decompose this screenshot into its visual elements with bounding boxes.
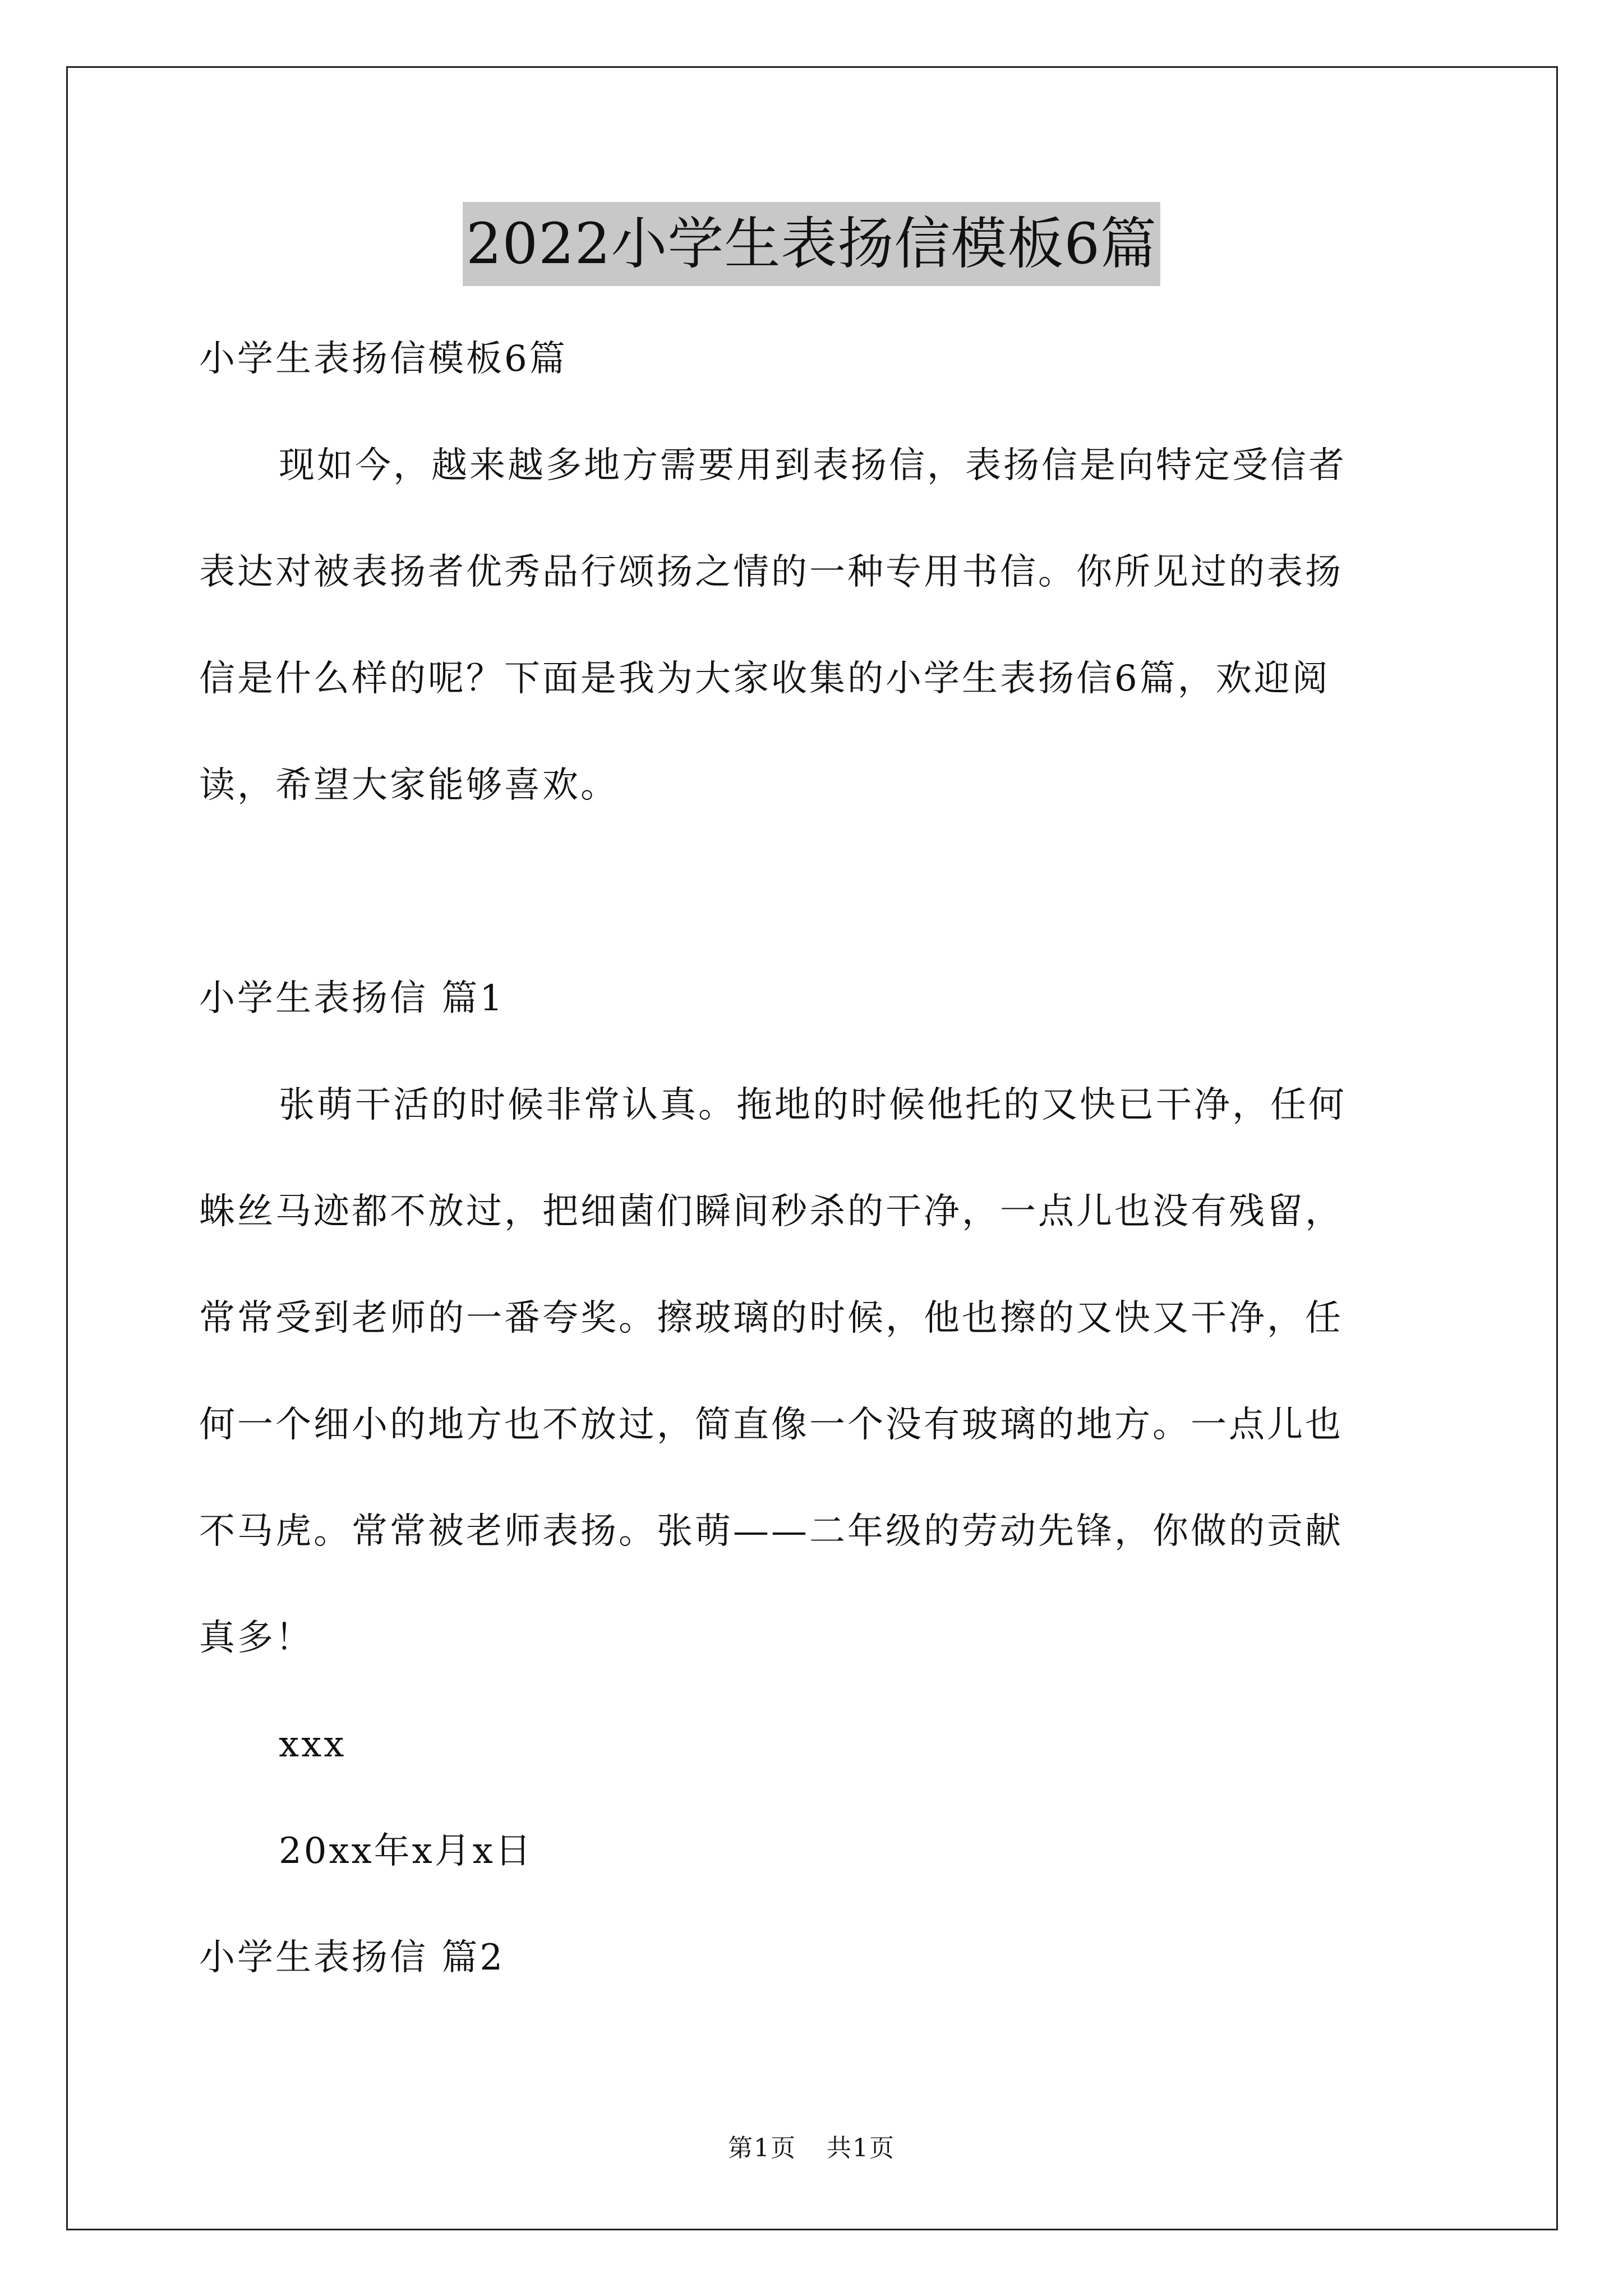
section-line: 蛛丝马迹都不放过，把细菌们瞬间秒杀的干净，一点儿也没有残留， xyxy=(199,1191,1343,1232)
section-heading: 小学生表扬信 篇1 xyxy=(199,978,505,1019)
section-line: 何一个细小的地方也不放过，简直像一个没有玻璃的地方。一点儿也 xyxy=(199,1404,1343,1446)
page-number: 第1页 xyxy=(728,2134,796,2162)
page-total: 共1页 xyxy=(827,2134,895,2162)
section-line: 真多！ xyxy=(199,1617,313,1659)
subtitle: 小学生表扬信模板6篇 xyxy=(199,338,568,380)
section-line: 张萌干活的时候非常认真。拖地的时候他托的又快已干净，任何 xyxy=(279,1084,1347,1126)
intro-line: 现如今，越来越多地方需要用到表扬信，表扬信是向特定受信者 xyxy=(279,445,1347,486)
section-heading: 小学生表扬信 篇2 xyxy=(199,1937,505,1978)
signature: xxx xyxy=(279,1724,347,1765)
section-line: 不马虎。常常被老师表扬。张萌——二年级的劳动先锋，你做的贡献 xyxy=(199,1511,1343,1552)
spacer xyxy=(199,839,1436,945)
date: 20xx年x月x日 xyxy=(279,1830,533,1872)
intro-line: 读，希望大家能够喜欢。 xyxy=(199,765,619,806)
intro-line: 表达对被表扬者优秀品行颂扬之情的一种专用书信。你所见过的表扬 xyxy=(199,551,1343,593)
section-line: 常常受到老师的一番夸奖。擦玻璃的时候，他也擦的又快又干净，任 xyxy=(199,1297,1343,1339)
page-footer xyxy=(0,2132,1623,2165)
intro-line: 信是什么样的呢？下面是我为大家收集的小学生表扬信6篇，欢迎阅 xyxy=(199,658,1330,700)
document-title: 2022小学生表扬信模板6篇 xyxy=(463,202,1160,286)
document-body xyxy=(199,306,1436,2011)
title-container xyxy=(0,202,1623,286)
